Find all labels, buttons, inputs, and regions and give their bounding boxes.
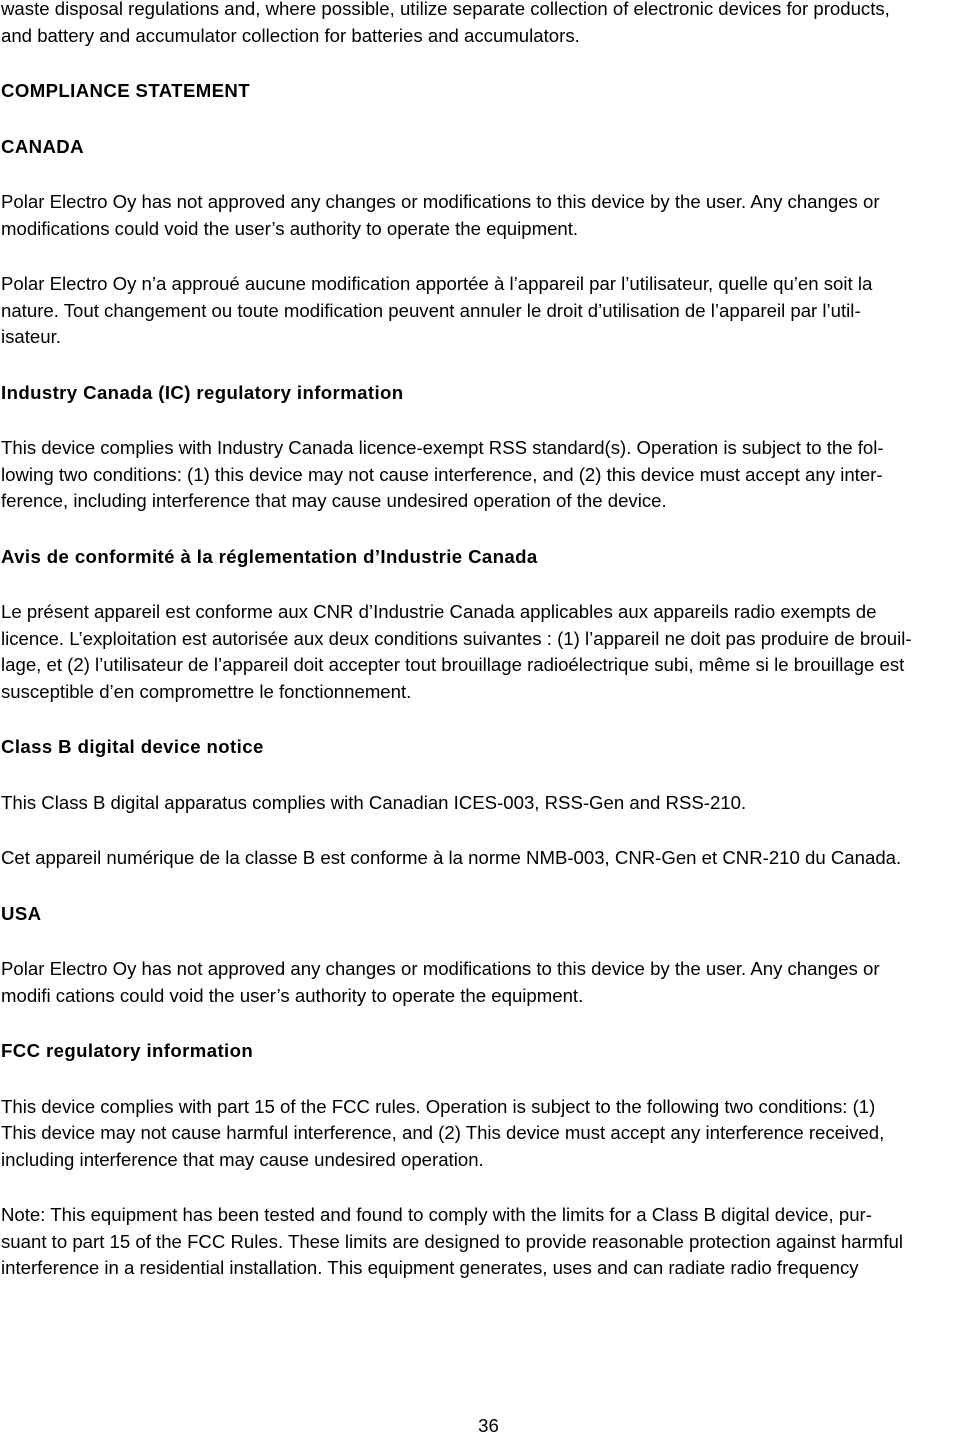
paragraph-usa-changes: Polar Electro Oy has not approved any changes or modifications to this device by the user. Any changes or modifi cations could void the user’s authority to operate the equipment. [1, 958, 880, 1006]
heading-industry-canada: Industry Canada (IC) regulatory information [1, 381, 404, 403]
heading-fcc-regulatory: FCC regulatory information [1, 1040, 254, 1061]
paragraph-industry-canada-en: This device complies with Industry Canada licence-exempt RSS standard(s). Operation is subject to the fol- lowing two conditions: (1) this device may not cause interference, and (2) this device must accept any inter- ference, including interference that may cause undesired operation of the device. [1, 437, 884, 511]
page-number: 36 [478, 1415, 499, 1436]
paragraph-class-b-fr: Cet appareil numérique de la classe B est conforme à la norme NMB-003, CNR-Gen et CNR-210 du Canada. [1, 847, 902, 868]
heading-class-b-notice: Class B digital device notice [1, 736, 264, 757]
paragraph-fcc-part15: This device complies with part 15 of the FCC rules. Operation is subject to the following two conditions: (1) This device may not cause harmful interference, and (2) This device must accept any interference received, including interference that may cause undesired operation. [1, 1095, 885, 1170]
heading-avis-conformite: Avis de conformité à la réglementation d’Industrie Canada [1, 545, 538, 567]
document-page [1, 0, 973, 1311]
paragraph-class-b-en: This Class B digital apparatus complies with Canadian ICES-003, RSS-Gen and RSS-210. [1, 791, 747, 813]
heading-usa: USA [1, 902, 42, 924]
paragraph-industry-canada-fr: Le présent appareil est conforme aux CNR d’Industrie Canada applicables aux appareils radio exempts de licence. L’exploitation est autorisée aux deux conditions suivantes : (1) l’appareil ne doit pas produire de brouil- lage, et (2) l’utilisateur de l’appareil doit accepter tout brouillage radioélectrique subi, même si le brouillage est susceptible d’en compromettre le fonctionnement. [1, 601, 912, 702]
paragraph-canada-changes-fr: Polar Electro Oy n’a approué aucune modification apportée à l’appareil par l’utilisateur, quelle qu’en soit la nature. Tout changement ou toute modification peuvent annuler le droit d’utilisation de l’appareil par l’util- isateur. [1, 273, 873, 347]
paragraph-fcc-note: Note: This equipment has been tested and found to comply with the limits for a Class B digital device, pur- suant to part 15 of the FCC Rules. These limits are designed to provide reasonable protection against harmful interference in a residential installation. This equipment generates, uses and can radiate radio frequency [1, 1204, 903, 1278]
heading-compliance-statement: COMPLIANCE STATEMENT [1, 80, 251, 101]
paragraph-canada-changes-en: Polar Electro Oy has not approved any changes or modifications to this device by the user. Any changes or modifications could void the user’s authority to operate the equipment. [1, 191, 880, 239]
paragraph-disposal-continued: waste disposal regulations and, where possible, utilize separate collection of electronic devices for products, and battery and accumulator collection for batteries and accumulators. [1, 0, 890, 46]
heading-canada: CANADA [1, 135, 84, 157]
